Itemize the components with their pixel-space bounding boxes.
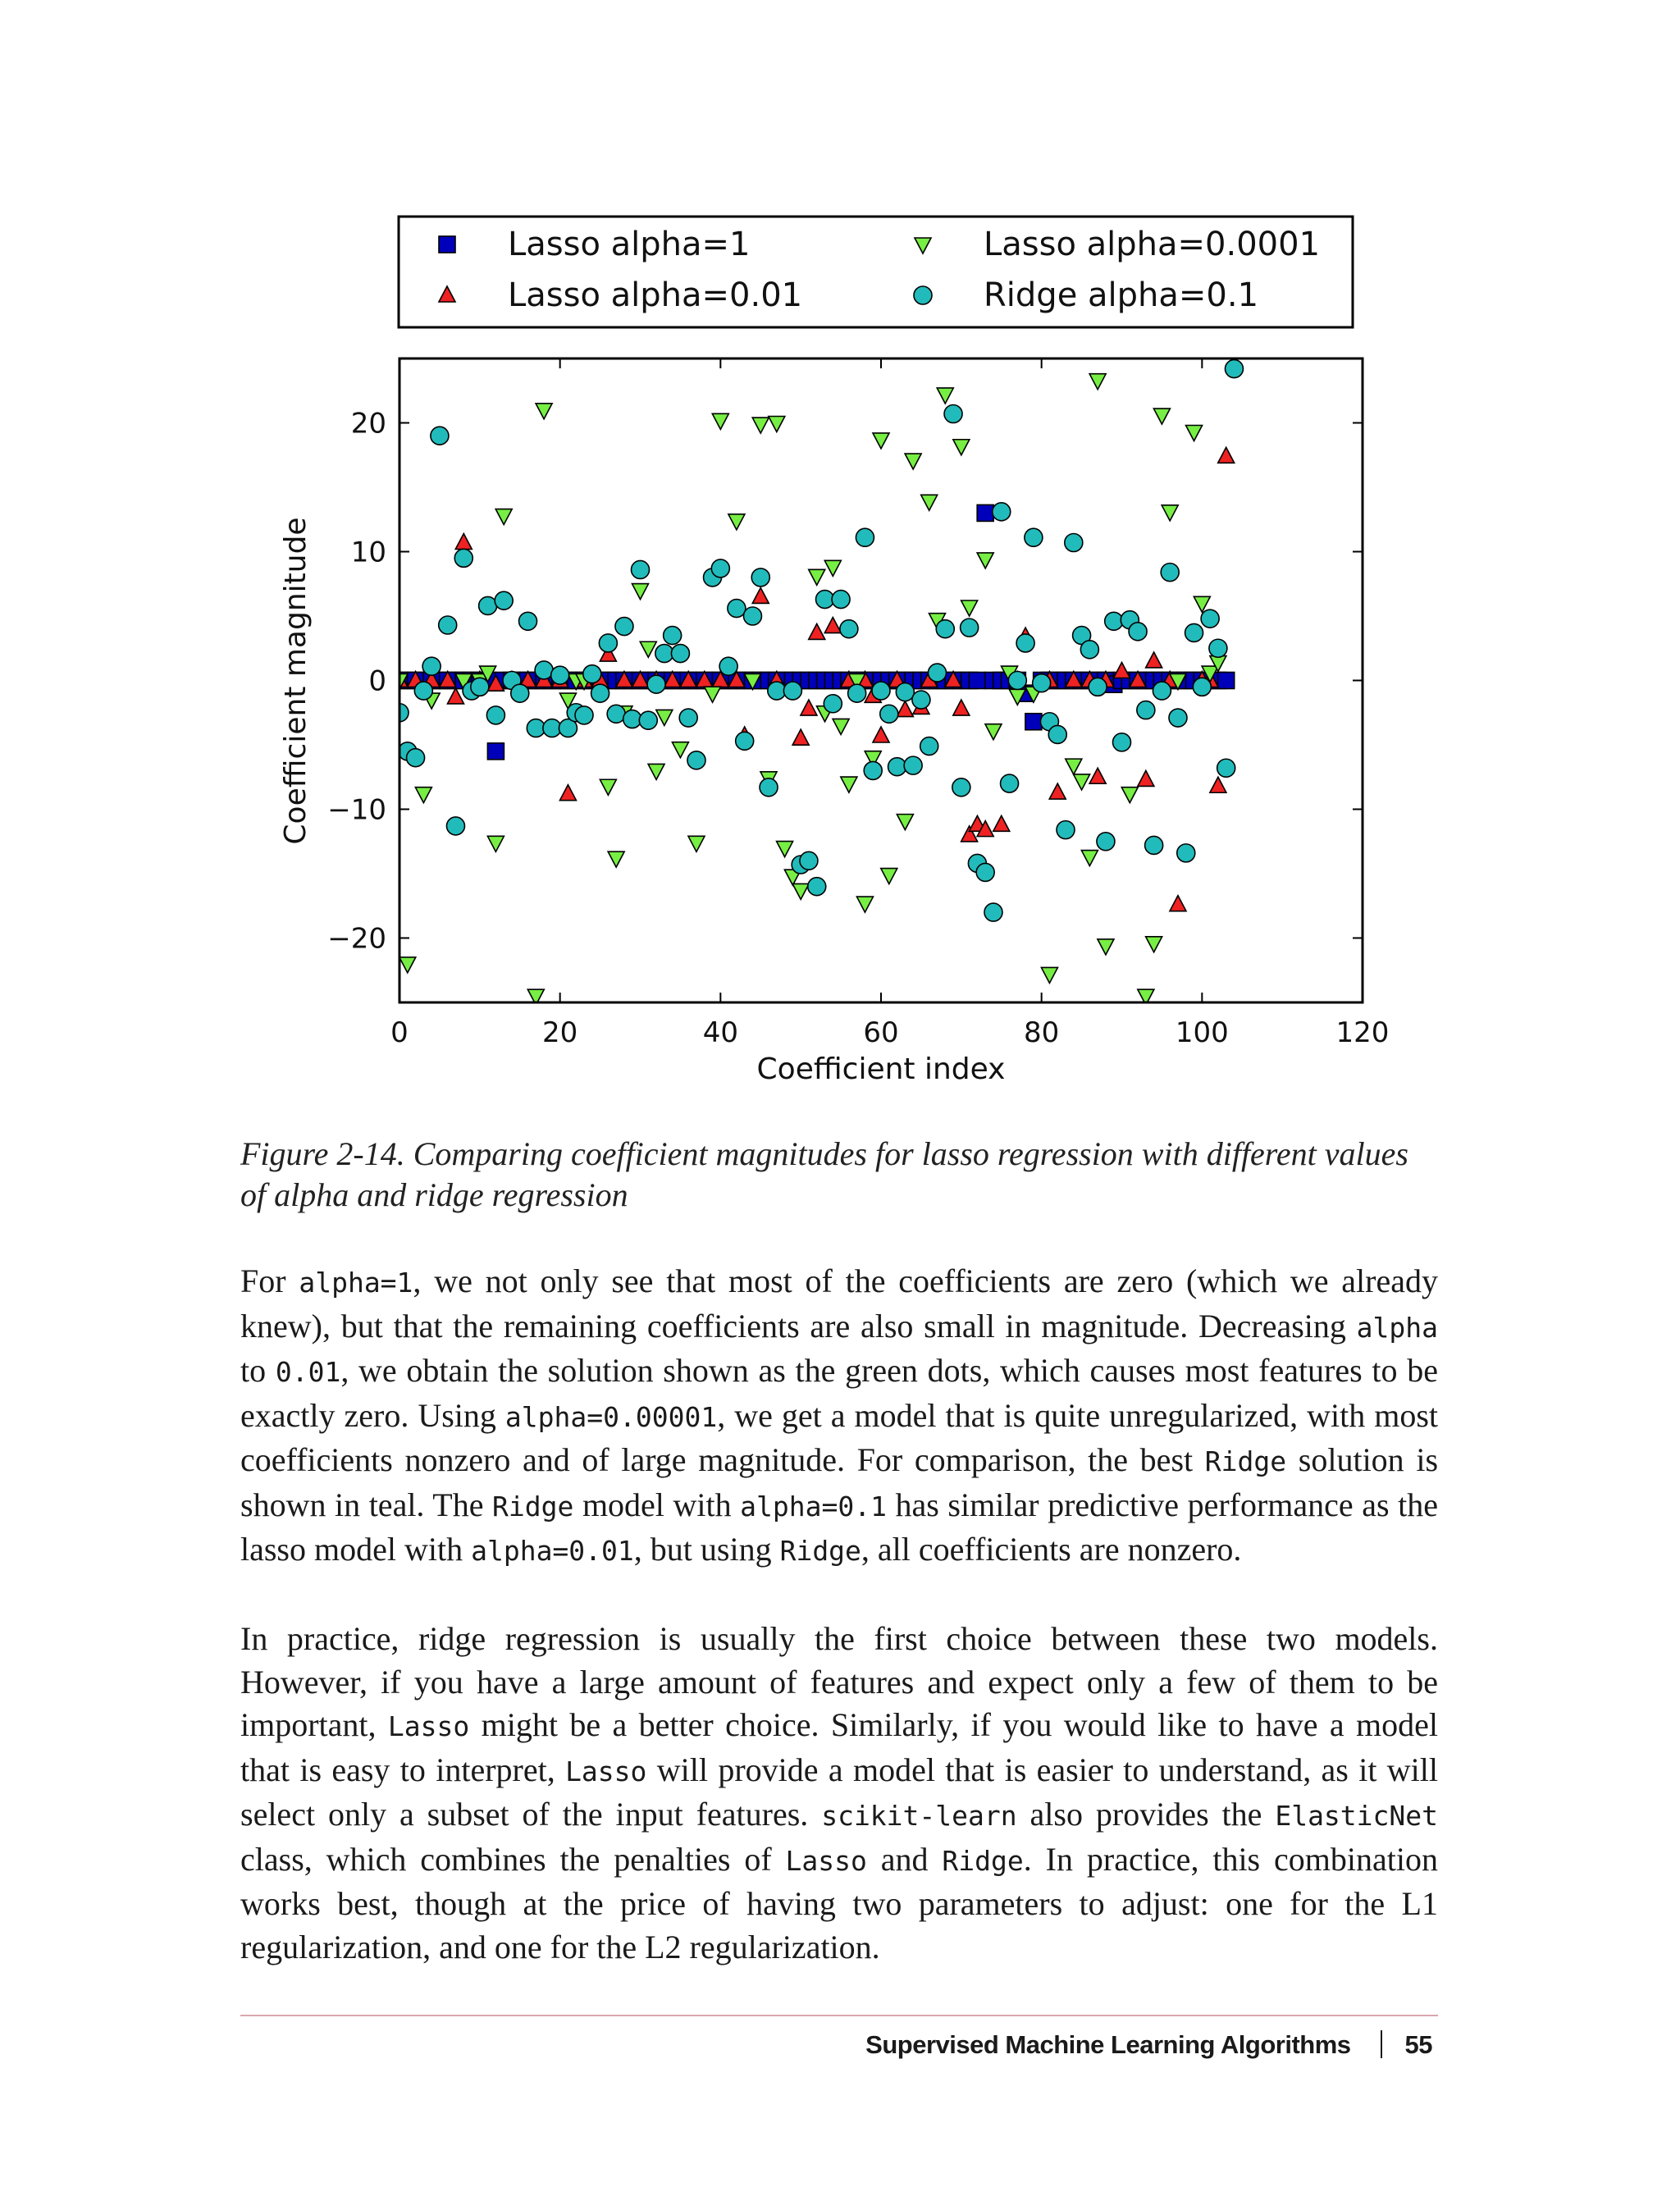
data-point bbox=[1161, 564, 1179, 582]
p1-code-alpha01: alpha=0.1 bbox=[740, 1490, 887, 1522]
data-point bbox=[848, 684, 866, 702]
data-point bbox=[679, 709, 697, 727]
x-tick-label: 100 bbox=[1175, 1016, 1229, 1049]
legend-label: Ridge alpha=0.1 bbox=[984, 276, 1259, 314]
paragraph-1 bbox=[240, 1260, 1438, 1573]
legend-marker bbox=[914, 286, 932, 304]
p1-text-5: , we get a model that is quite unregularized, with most coefficients nonzero and of large magnitude. For comparison, the best bbox=[240, 1396, 1438, 1478]
footer-section-title: Supervised Machine Learning Algorithms bbox=[865, 2030, 1351, 2059]
data-point bbox=[1209, 639, 1227, 657]
p1-code-ridge-3: Ridge bbox=[779, 1535, 861, 1567]
p1-text-7: model with bbox=[573, 1486, 741, 1523]
p2-text-5: class, which combines the penalties of bbox=[240, 1840, 786, 1878]
p1-text-8: has similar predictive performance as the lasso model with bbox=[240, 1486, 1438, 1568]
p1-code-alpha00001: alpha=0.00001 bbox=[504, 1400, 718, 1433]
p2-text-4: also provides the bbox=[1016, 1796, 1276, 1833]
x-tick-label: 20 bbox=[542, 1016, 578, 1049]
data-point bbox=[1016, 634, 1034, 652]
data-point bbox=[1001, 774, 1019, 792]
page-number: 55 bbox=[1404, 2030, 1432, 2059]
data-point bbox=[993, 503, 1011, 521]
data-point bbox=[896, 683, 914, 701]
data-point bbox=[655, 645, 673, 663]
data-point bbox=[1057, 821, 1075, 839]
legend-label: Lasso alpha=1 bbox=[508, 226, 751, 263]
data-point bbox=[736, 732, 754, 750]
data-point bbox=[816, 591, 834, 609]
p1-text-3: to bbox=[240, 1352, 276, 1389]
y-tick-label: 10 bbox=[350, 536, 386, 569]
data-point bbox=[1145, 836, 1163, 854]
data-point bbox=[824, 695, 842, 713]
data-point bbox=[599, 634, 617, 652]
data-point bbox=[543, 719, 561, 737]
data-point bbox=[671, 645, 689, 663]
data-point bbox=[446, 817, 464, 835]
p1-text-1: For bbox=[240, 1262, 299, 1299]
data-point bbox=[511, 684, 529, 702]
data-point bbox=[928, 664, 946, 682]
data-point bbox=[984, 903, 1002, 921]
data-point bbox=[439, 616, 457, 634]
p1-text-2: , we not only see that most of the coefficients are zero (which we already knew), but that the remaining coefficients are also small in magnitude. Decreasing bbox=[240, 1262, 1438, 1344]
data-point bbox=[840, 620, 858, 638]
data-point bbox=[808, 878, 826, 896]
data-point bbox=[1065, 534, 1083, 552]
data-point bbox=[904, 756, 922, 774]
data-point bbox=[912, 691, 930, 709]
data-point bbox=[1089, 678, 1107, 696]
page-footer bbox=[865, 2025, 1432, 2066]
data-point bbox=[1048, 725, 1066, 743]
data-point bbox=[687, 751, 705, 769]
data-point bbox=[1217, 759, 1235, 777]
data-point bbox=[639, 711, 657, 729]
data-point bbox=[519, 612, 537, 630]
x-tick-label: 120 bbox=[1335, 1016, 1390, 1049]
p2-text-7: . In practice, this combination works best, though at the price of having two parameters to adjust: one for the L1 regularization, and one for the L2 regularization. bbox=[240, 1840, 1438, 1965]
data-point bbox=[1008, 672, 1026, 690]
p2-code-lasso-1: Lasso bbox=[387, 1710, 470, 1742]
footer-rule bbox=[240, 2015, 1438, 2016]
p1-code-ridge-1: Ridge bbox=[1204, 1445, 1287, 1477]
data-point bbox=[832, 591, 850, 609]
data-point bbox=[1193, 678, 1211, 696]
data-point bbox=[551, 666, 569, 684]
data-point bbox=[1218, 673, 1235, 689]
p2-text-3: will provide a model that is easier to understand, as it will select only a subset of the input features. bbox=[240, 1751, 1438, 1833]
x-tick-label: 40 bbox=[702, 1016, 738, 1049]
p1-text-9: , but using bbox=[633, 1531, 780, 1568]
data-point bbox=[936, 620, 954, 638]
data-point bbox=[407, 749, 425, 767]
data-point bbox=[976, 863, 994, 881]
p2-code-ridge: Ridge bbox=[942, 1844, 1024, 1877]
data-point bbox=[944, 405, 962, 423]
data-point bbox=[431, 427, 449, 445]
y-tick-label: −10 bbox=[327, 793, 386, 827]
legend-label: Lasso alpha=0.01 bbox=[508, 276, 803, 314]
data-point bbox=[414, 682, 432, 700]
legend-label: Lasso alpha=0.0001 bbox=[984, 226, 1321, 263]
footer-separator bbox=[1381, 2030, 1382, 2058]
data-point bbox=[487, 743, 504, 760]
p1-text-10: , all coefficients are nonzero. bbox=[861, 1531, 1242, 1568]
x-tick-label: 60 bbox=[863, 1016, 899, 1049]
data-point bbox=[1080, 641, 1098, 659]
p2-code-lasso-3: Lasso bbox=[785, 1844, 867, 1877]
y-axis-label: Coefficient magnitude bbox=[279, 517, 313, 845]
legend-marker bbox=[439, 236, 455, 253]
data-point bbox=[535, 661, 553, 679]
p1-code-ridge-2: Ridge bbox=[492, 1490, 574, 1522]
data-point bbox=[1169, 709, 1187, 727]
p1-code-alpha1: alpha=1 bbox=[299, 1267, 413, 1299]
data-point bbox=[632, 560, 650, 578]
data-point bbox=[728, 600, 746, 618]
data-point bbox=[583, 665, 601, 683]
data-point bbox=[864, 761, 882, 779]
data-point bbox=[422, 657, 441, 675]
p1-text-4: , we obtain the solution shown as the green dots, which causes most features to be exactly zero. Using bbox=[240, 1352, 1438, 1434]
data-point bbox=[615, 618, 633, 636]
data-point bbox=[768, 682, 786, 700]
data-point bbox=[751, 568, 769, 587]
y-tick-label: 20 bbox=[350, 407, 386, 441]
data-point bbox=[743, 607, 761, 625]
data-point bbox=[479, 596, 497, 614]
chart-legend bbox=[399, 217, 1353, 327]
data-point bbox=[969, 673, 985, 689]
data-point bbox=[1129, 623, 1147, 641]
data-point bbox=[664, 627, 682, 645]
data-point bbox=[575, 706, 593, 724]
data-point bbox=[760, 778, 778, 797]
p2-code-scikit-learn: scikit-learn bbox=[821, 1800, 1017, 1832]
data-point bbox=[1105, 612, 1123, 630]
data-point bbox=[872, 682, 890, 700]
data-point bbox=[1097, 833, 1115, 851]
data-point bbox=[1153, 682, 1171, 700]
p1-text-6: solution is shown in teal. The bbox=[240, 1441, 1439, 1523]
data-point bbox=[1185, 623, 1203, 641]
p1-code-alpha: alpha bbox=[1356, 1311, 1438, 1344]
p1-code-001: 0.01 bbox=[275, 1356, 341, 1388]
p1-code-alpha001: alpha=0.01 bbox=[471, 1535, 634, 1567]
data-point bbox=[454, 549, 472, 567]
data-point bbox=[623, 710, 641, 728]
data-point bbox=[952, 778, 970, 797]
data-point bbox=[1025, 528, 1043, 546]
data-point bbox=[471, 678, 489, 696]
data-point bbox=[1137, 701, 1155, 719]
data-point bbox=[783, 682, 801, 700]
data-point bbox=[888, 758, 906, 776]
x-tick-label: 80 bbox=[1024, 1016, 1060, 1049]
paragraph-2 bbox=[240, 1618, 1438, 1969]
data-point bbox=[711, 559, 729, 578]
data-point bbox=[607, 705, 625, 723]
data-point bbox=[880, 705, 898, 723]
figure-caption: Figure 2-14. Comparing coefficient magnitudes for lasso regression with different values of alpha and ridge regression bbox=[240, 1135, 1408, 1213]
data-point bbox=[486, 706, 504, 724]
data-point bbox=[1177, 844, 1195, 862]
data-point bbox=[647, 675, 665, 693]
p2-code-elasticnet: ElasticNet bbox=[1275, 1800, 1439, 1832]
data-point bbox=[1025, 714, 1042, 730]
p2-text-2: might be a better choice. Similarly, if you would like to have a model that is easy to interpret, bbox=[240, 1706, 1438, 1788]
x-tick-label: 0 bbox=[390, 1016, 409, 1049]
p2-text-6: and bbox=[866, 1840, 943, 1878]
data-point bbox=[1201, 609, 1219, 628]
p2-text-1: In practice, ridge regression is usually the first choice between these two models. However, if you have a large amount of features and expect only a few of them to be important, bbox=[240, 1620, 1438, 1743]
y-tick-label: −20 bbox=[327, 922, 386, 956]
data-point bbox=[856, 528, 874, 546]
data-point bbox=[920, 737, 938, 756]
data-point bbox=[1113, 733, 1131, 751]
y-tick-label: 0 bbox=[368, 664, 386, 698]
p2-code-lasso-2: Lasso bbox=[565, 1755, 647, 1787]
data-point bbox=[495, 591, 513, 609]
data-point bbox=[1225, 360, 1243, 378]
data-point bbox=[1033, 674, 1051, 692]
data-point bbox=[527, 719, 545, 737]
x-axis-label: Coefficient index bbox=[756, 1052, 1006, 1086]
data-point bbox=[591, 684, 609, 702]
data-point bbox=[977, 504, 993, 521]
data-point bbox=[961, 619, 979, 637]
data-point bbox=[719, 657, 737, 675]
data-point bbox=[800, 851, 818, 870]
